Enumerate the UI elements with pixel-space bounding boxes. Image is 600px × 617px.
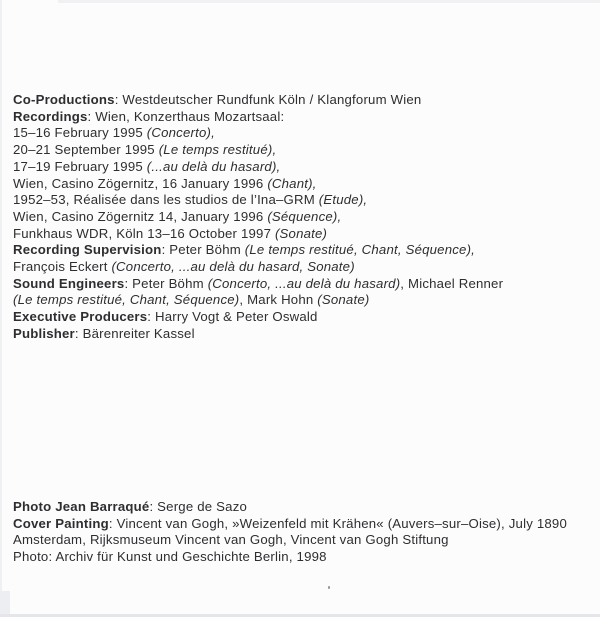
scan-speck — [328, 586, 330, 589]
text-segment: (Concerto, ...au delà du hasard) — [207, 275, 401, 291]
production-credit-line — [13, 276, 592, 293]
text-segment: François Eckert — [13, 259, 112, 275]
text-segment: : Wien, Konzerthaus Mozartsaal: — [87, 108, 285, 124]
text-segment: Executive Producers — [13, 309, 148, 325]
photo-credits-block — [13, 499, 592, 566]
text-segment: (Le temps restitué), — [158, 142, 277, 158]
text-segment: Co-Productions — [13, 92, 115, 107]
text-segment: 15–16 February 1995 — [13, 125, 147, 141]
text-segment: Cover Painting — [13, 515, 109, 531]
production-credit-line — [13, 226, 592, 243]
text-segment: : Harry Vogt & Peter Oswald — [147, 309, 318, 325]
text-segment: (Etude), — [318, 192, 368, 208]
text-segment: 1952–53, Réalisée dans les studios de l’Ina–GRM — [13, 192, 319, 208]
text-segment: : Westdeutscher Rundfunk Köln / Klangforum Wien — [114, 92, 422, 107]
text-segment: (Concerto, ...au delà du hasard, Sonate) — [111, 259, 355, 275]
text-segment: Wien, Casino Zögernitz 14, January 1996 — [13, 208, 268, 224]
scan-edge-top — [58, 0, 600, 3]
production-credit-line — [13, 176, 592, 193]
text-segment: Wien, Casino Zögernitz, 16 January 1996 — [13, 175, 268, 191]
text-segment: (Concerto), — [146, 125, 215, 141]
text-segment: Photo Jean Barraqué — [13, 499, 150, 514]
scan-edge-left — [0, 0, 2, 617]
text-segment: Sound Engineers — [13, 275, 125, 291]
production-credit-line — [13, 109, 592, 126]
production-credit-line — [13, 159, 592, 176]
text-segment: (Sonate) — [274, 225, 328, 241]
production-credit-line — [13, 326, 592, 343]
text-segment: (...au delà du hasard), — [146, 158, 281, 174]
text-segment: Recordings — [13, 108, 88, 124]
text-segment: , Michael Renner — [400, 275, 504, 291]
production-credit-line — [13, 292, 592, 309]
text-segment: : Peter Böhm — [161, 242, 245, 258]
text-segment: , Mark Hohn — [239, 292, 318, 308]
production-credit-line — [13, 209, 592, 226]
production-credit-line — [13, 125, 592, 142]
text-segment: : Peter Böhm — [124, 275, 208, 291]
text-segment: (Le temps restitué, Chant, Séquence) — [13, 292, 240, 308]
photo-credit-line — [13, 532, 592, 549]
production-credit-line — [13, 142, 592, 159]
production-credit-line — [13, 259, 592, 276]
text-segment: (Sonate) — [317, 292, 370, 308]
text-segment: Amsterdam, Rijksmuseum Vincent van Gogh, Vincent van Gogh Stiftung — [13, 532, 449, 548]
text-segment: Publisher — [13, 325, 75, 341]
production-credits-block — [13, 92, 592, 343]
text-segment: 20–21 September 1995 — [13, 142, 159, 158]
text-segment: : Serge de Sazo — [149, 499, 248, 514]
text-segment: (Chant), — [267, 175, 317, 191]
text-segment: Recording Supervision — [13, 242, 162, 258]
production-credit-line — [13, 309, 592, 326]
photo-credit-line — [13, 499, 592, 516]
text-segment: (Le temps restitué, Chant, Séquence), — [244, 242, 476, 258]
text-segment: Photo: Archiv für Kunst und Geschichte Berlin, 1998 — [13, 549, 327, 565]
text-segment: 17–19 February 1995 — [13, 158, 147, 174]
text-segment: : Bärenreiter Kassel — [74, 325, 195, 341]
photo-credit-line — [13, 549, 592, 566]
photo-credit-line — [13, 516, 592, 533]
production-credit-line — [13, 192, 592, 209]
production-credit-line — [13, 92, 592, 109]
text-segment: (Séquence), — [267, 208, 342, 224]
production-credit-line — [13, 242, 592, 259]
text-segment: Funkhaus WDR, Köln 13–16 October 1997 — [13, 225, 275, 241]
text-segment: : Vincent van Gogh, »Weizenfeld mit Krähen« (Auvers–sur–Oise), July 1890 — [108, 515, 568, 531]
